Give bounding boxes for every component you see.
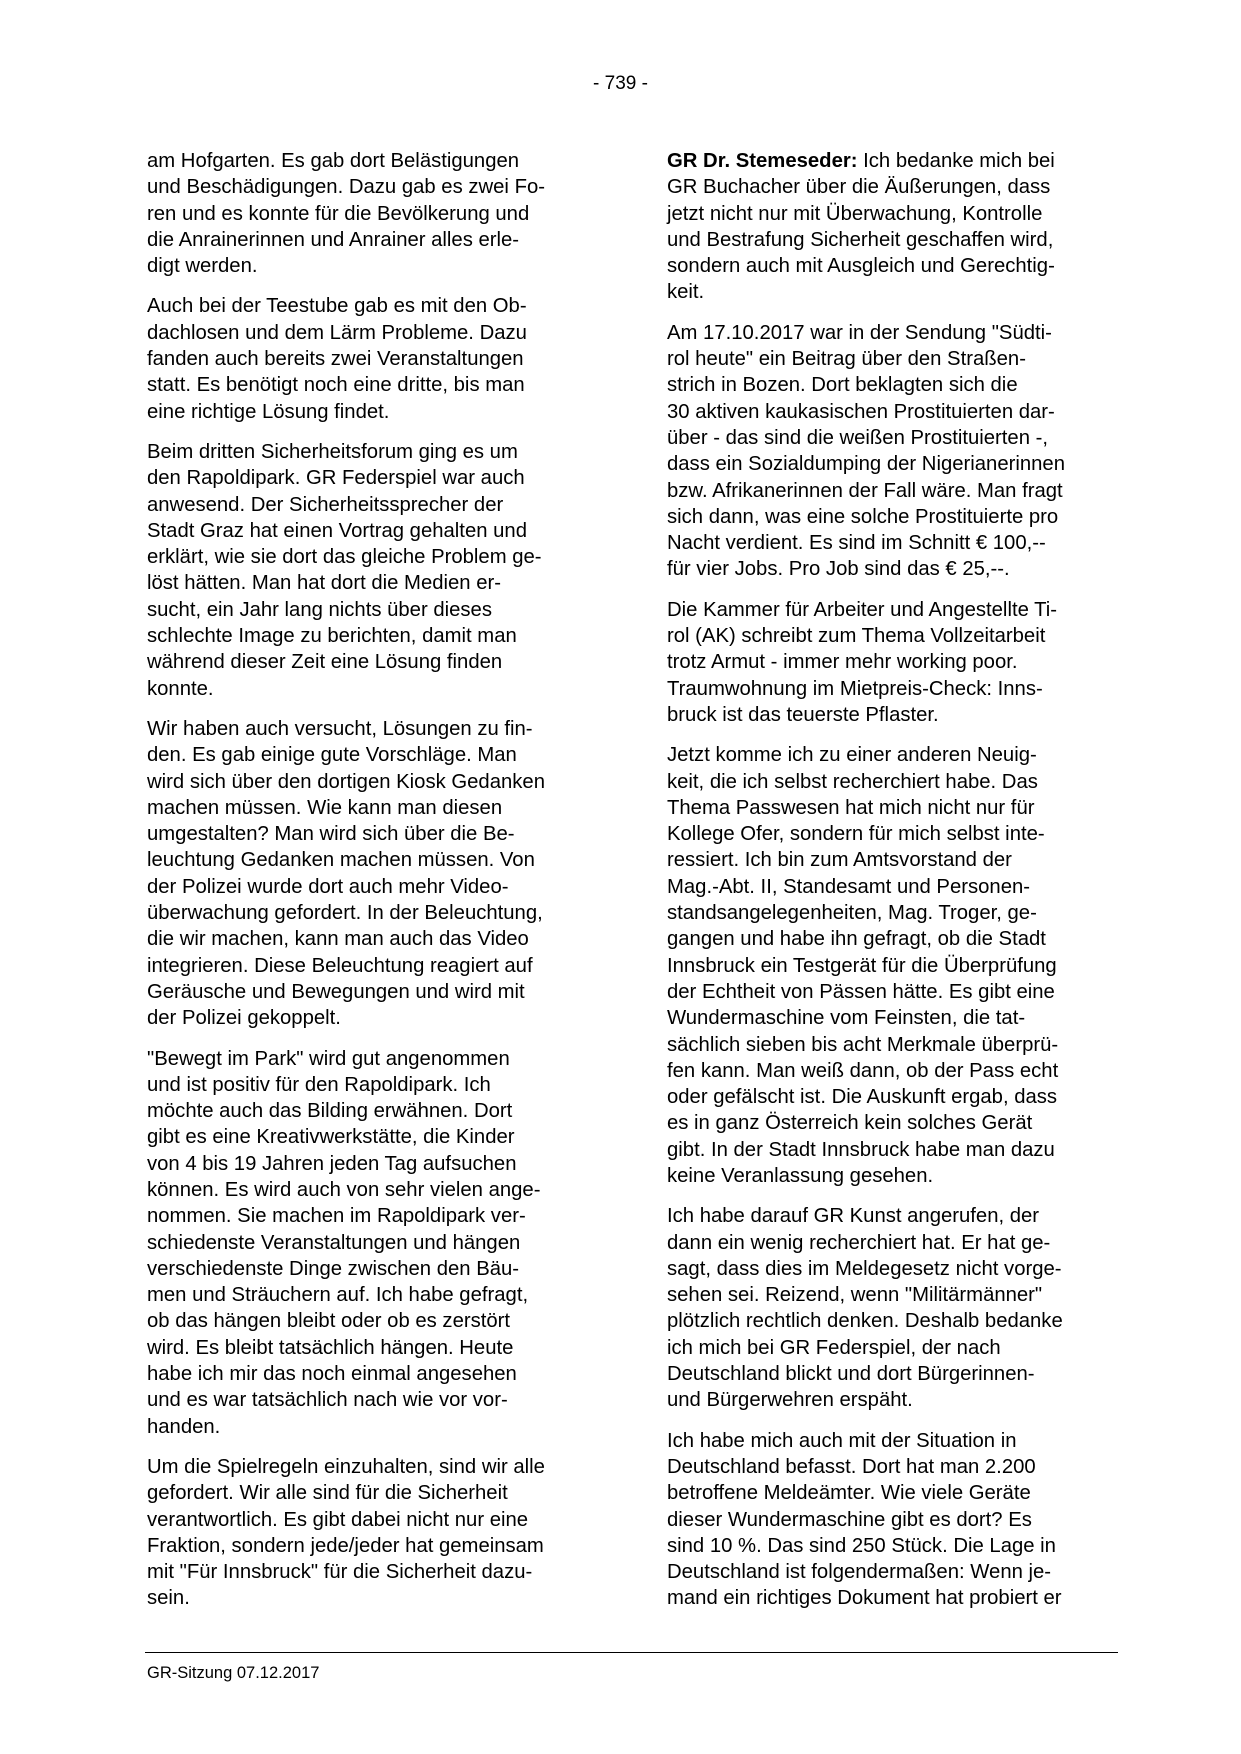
text-line: Ich habe mich auch mit der Situation in	[667, 1429, 1017, 1452]
speaker-name: GR Dr. Stemeseder:	[667, 150, 858, 172]
text-line: und es war tatsächlich nach wie vor vor-	[147, 1389, 508, 1412]
paragraph	[147, 293, 599, 424]
text-line: dieser Wundermaschine gibt es dort? Es	[667, 1508, 1032, 1531]
text-line: GR Buchacher über die Äußerungen, dass	[667, 176, 1051, 199]
text-line: oder gefälscht ist. Die Auskunft ergab, dass	[667, 1086, 1058, 1109]
footer-session-date: GR-Sitzung 07.12.2017	[147, 1664, 320, 1682]
text-line: möchte auch das Bilding erwähnen. Dort	[147, 1100, 513, 1123]
paragraph	[147, 148, 599, 279]
paragraph	[147, 1454, 599, 1612]
text-line: 30 aktiven kaukasischen Prostituierten dar-	[667, 400, 1055, 423]
text-line: trotz Armut - immer mehr working poor.	[667, 651, 1018, 674]
text-line: betroffene Meldeämter. Wie viele Geräte	[667, 1482, 1031, 1505]
text-line: und Bestrafung Sicherheit geschaffen wird,	[667, 228, 1054, 251]
text-line: Deutschland blickt und dort Bürgerinnen-	[667, 1363, 1035, 1386]
text-line: Nacht verdient. Es sind im Schnitt € 100,--	[667, 532, 1046, 555]
paragraph	[667, 1203, 1119, 1413]
text-line: sehen sei. Reizend, wenn "Militärmänner"	[667, 1284, 1043, 1307]
text-line: Wir haben auch versucht, Lösungen zu fin-	[147, 717, 533, 740]
text-line: dachlosen und dem Lärm Probleme. Dazu	[147, 321, 527, 344]
paragraph	[667, 320, 1119, 583]
text-line	[667, 148, 1119, 174]
text-line: keit, die ich selbst recherchiert habe. Das	[667, 770, 1038, 793]
text-line: dass ein Sozialdumping der Nigerianerinnen	[667, 453, 1065, 476]
text-line: wird sich über den dortigen Kiosk Gedanken	[147, 770, 545, 793]
text-line: und Bürgerwehren erspäht.	[667, 1389, 913, 1412]
text-line: für vier Jobs. Pro Job sind das € 25,--.	[667, 558, 1010, 581]
text-line: Geräusche und Bewegungen und wird mit	[147, 980, 525, 1003]
text-line: über - das sind die weißen Prostituierten -,	[667, 426, 1049, 449]
text-line: integrieren. Diese Beleuchtung reagiert auf	[147, 954, 533, 977]
text-line: Deutschland ist folgendermaßen: Wenn je-	[667, 1561, 1052, 1584]
text-line: rol heute" ein Beitrag über den Straßen-	[667, 348, 1026, 371]
text-line: Die Kammer für Arbeiter und Angestellte Ti-	[667, 598, 1058, 621]
text-line: Am 17.10.2017 war in der Sendung "Südti-	[667, 321, 1052, 344]
paragraph	[147, 1046, 599, 1440]
speaker-intro: Ich bedanke mich bei	[857, 150, 1055, 172]
text-line: den. Es gab einige gute Vorschläge. Man	[147, 744, 517, 767]
paragraph	[667, 597, 1119, 728]
text-line: rol (AK) schreibt zum Thema Vollzeitarbeit	[667, 625, 1046, 648]
text-line: dann ein wenig recherchiert hat. Er hat ge-	[667, 1231, 1051, 1254]
paragraph	[147, 716, 599, 1032]
text-line: bruck ist das teuerste Pflaster.	[667, 703, 939, 726]
text-line: statt. Es benötigt noch eine dritte, bis man	[147, 374, 525, 397]
text-line: sagt, dass dies im Meldegesetz nicht vorge-	[667, 1257, 1062, 1280]
text-line: habe ich mir das noch einmal angesehen	[147, 1363, 517, 1386]
text-line: leuchtung Gedanken machen müssen. Von	[147, 849, 535, 872]
text-line: anwesend. Der Sicherheitssprecher der	[147, 493, 504, 516]
text-line: am Hofgarten. Es gab dort Belästigungen	[147, 150, 520, 172]
text-line: ich mich bei GR Federspiel, der nach	[667, 1336, 1001, 1359]
text-line: wird. Es bleibt tatsächlich hängen. Heute	[147, 1336, 514, 1359]
text-line: und ist positiv für den Rapoldipark. Ich	[147, 1073, 491, 1096]
text-line: gibt es eine Kreativwerkstätte, die Kinder	[147, 1126, 515, 1149]
text-line: men und Sträuchern auf. Ich habe gefragt,	[147, 1284, 529, 1307]
text-line: ren und es konnte für die Bevölkerung und	[147, 202, 530, 225]
text-line: schlechte Image zu berichten, damit man	[147, 625, 517, 648]
text-line: sind 10 %. Das sind 250 Stück. Die Lage in	[667, 1534, 1056, 1557]
text-line: können. Es wird auch von sehr vielen ange-	[147, 1178, 541, 1201]
text-line: Ich habe darauf GR Kunst angerufen, der	[667, 1205, 1040, 1228]
text-line: plötzlich rechtlich denken. Deshalb bedanke	[667, 1310, 1063, 1333]
text-line: Fraktion, sondern jede/jeder hat gemeinsam	[147, 1534, 544, 1557]
text-line: eine richtige Lösung findet.	[147, 400, 390, 423]
text-line: machen müssen. Wie kann man diesen	[147, 796, 503, 819]
text-line: Kollege Ofer, sondern für mich selbst inte-	[667, 823, 1045, 846]
text-line: erklärt, wie sie dort das gleiche Problem ge-	[147, 546, 542, 569]
text-line: verschiedenste Dinge zwischen den Bäu-	[147, 1257, 520, 1280]
text-line: Stadt Graz hat einen Vortrag gehalten und	[147, 519, 527, 542]
text-line: der Echtheit von Pässen hätte. Es gibt eine	[667, 980, 1055, 1003]
text-line: Mag.-Abt. II, Standesamt und Personen-	[667, 875, 1031, 898]
paragraph	[667, 1428, 1119, 1612]
text-line: keine Veranlassung gesehen.	[667, 1164, 934, 1187]
text-line: sondern auch mit Ausgleich und Gerechtig-	[667, 255, 1055, 278]
text-line: von 4 bis 19 Jahren jeden Tag aufsuchen	[147, 1152, 517, 1175]
text-line: gefordert. Wir alle sind für die Sicherheit	[147, 1482, 508, 1505]
text-line: umgestalten? Man wird sich über die Be-	[147, 823, 515, 846]
text-line: der Polizei gekoppelt.	[147, 1007, 341, 1030]
text-line: standsangelegenheiten, Mag. Troger, ge-	[667, 902, 1037, 925]
text-line: überwachung gefordert. In der Beleuchtung,	[147, 902, 543, 925]
text-line: Deutschland befasst. Dort hat man 2.200	[667, 1455, 1036, 1478]
text-line: "Bewegt im Park" wird gut angenommen	[147, 1047, 510, 1070]
text-line: sucht, ein Jahr lang nichts über dieses	[147, 598, 492, 621]
paragraph	[667, 742, 1119, 1189]
text-line: während dieser Zeit eine Lösung finden	[147, 651, 503, 674]
text-line: Beim dritten Sicherheitsforum ging es um	[147, 440, 518, 463]
text-line: Traumwohnung im Mietpreis-Check: Inns-	[667, 677, 1043, 700]
text-line: löst hätten. Man hat dort die Medien er-	[147, 572, 501, 595]
paragraph	[667, 148, 1119, 306]
text-line: jetzt nicht nur mit Überwachung, Kontrolle	[667, 202, 1043, 225]
footer-divider	[145, 1652, 1118, 1653]
text-line: gangen und habe ihn gefragt, ob die Stadt	[667, 928, 1046, 951]
text-line: Um die Spielregeln einzuhalten, sind wir alle	[147, 1455, 545, 1478]
text-line: es in ganz Österreich kein solches Gerät	[667, 1112, 1033, 1135]
text-line: verantwortlich. Es gibt dabei nicht nur eine	[147, 1508, 529, 1531]
text-line: ob das hängen bleibt oder ob es zerstört	[147, 1310, 511, 1333]
text-line: gibt. In der Stadt Innsbruck habe man dazu	[667, 1138, 1055, 1161]
text-line: sächlich sieben bis acht Merkmale überprü-	[667, 1033, 1059, 1056]
text-line: die Anrainerinnen und Anrainer alles erle-	[147, 228, 520, 251]
text-line: konnte.	[147, 677, 214, 700]
right-column	[667, 148, 1119, 1626]
page-number: - 739 -	[593, 73, 648, 94]
text-line: handen.	[147, 1415, 221, 1438]
text-line: sich dann, was eine solche Prostituierte pro	[667, 505, 1059, 528]
text-line: nommen. Sie machen im Rapoldipark ver-	[147, 1205, 526, 1228]
text-line: sein.	[147, 1587, 190, 1610]
text-line: Auch bei der Teestube gab es mit den Ob-	[147, 295, 527, 318]
text-line: keit.	[667, 281, 705, 304]
text-line: digt werden.	[147, 255, 258, 278]
text-line: die wir machen, kann man auch das Video	[147, 928, 529, 951]
text-line: Thema Passwesen hat mich nicht nur für	[667, 796, 1035, 819]
paragraph	[147, 439, 599, 702]
text-line: fen kann. Man weiß dann, ob der Pass echt	[667, 1059, 1059, 1082]
text-line: mand ein richtiges Dokument hat probiert er	[667, 1587, 1062, 1610]
text-line: bzw. Afrikanerinnen der Fall wäre. Man fragt	[667, 479, 1063, 502]
text-line: und Beschädigungen. Dazu gab es zwei Fo-	[147, 176, 545, 199]
text-line: Jetzt komme ich zu einer anderen Neuig-	[667, 744, 1037, 767]
text-line: der Polizei wurde dort auch mehr Video-	[147, 875, 509, 898]
text-line: fanden auch bereits zwei Veranstaltungen	[147, 348, 524, 371]
left-column	[147, 148, 599, 1626]
text-line: schiedenste Veranstaltungen und hängen	[147, 1231, 521, 1254]
text-line: mit "Für Innsbruck" für die Sicherheit dazu-	[147, 1561, 533, 1584]
text-line: ressiert. Ich bin zum Amtsvorstand der	[667, 849, 1012, 872]
text-line: Wundermaschine vom Feinsten, die tat-	[667, 1007, 1026, 1030]
text-line: Innsbruck ein Testgerät für die Überprüfung	[667, 954, 1057, 977]
text-line: den Rapoldipark. GR Federspiel war auch	[147, 467, 525, 490]
text-line: strich in Bozen. Dort beklagten sich die	[667, 374, 1018, 397]
